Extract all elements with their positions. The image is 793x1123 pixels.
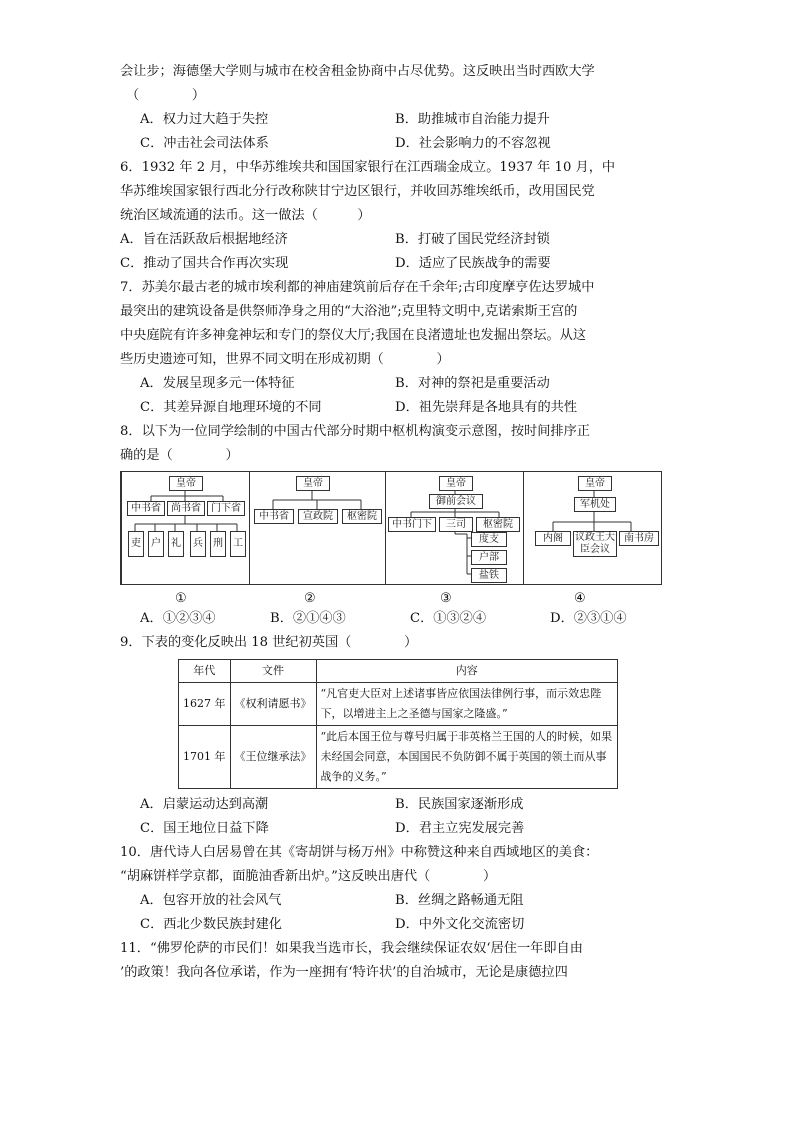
question-9	[120, 631, 670, 841]
ministry-box: 户	[148, 531, 164, 557]
document-cell: 《王位继承法》	[230, 726, 316, 789]
office-box: 议政王大臣会议	[575, 532, 615, 555]
question-options	[120, 607, 670, 631]
option-a: A．启蒙运动达到高潮	[140, 797, 269, 812]
sub-office-box: 度支	[471, 532, 507, 547]
emperor-box: 皇帝	[439, 476, 473, 491]
office-box: 尚书省	[167, 501, 205, 516]
emperor-box: 皇帝	[169, 476, 203, 491]
question-text: ’的政策！我向各位承诺，作为一座拥有‘特许状’的自治城市，无论是康德拉四	[120, 965, 568, 980]
panel-label: ②	[304, 591, 316, 606]
question-6	[120, 156, 670, 276]
question-text: 11．“佛罗伦萨的市民们！如果我当选市长，我会继续保证农奴‘居住一年即自由	[120, 941, 583, 956]
option-b: B．打破了国民党经济封锁	[395, 232, 550, 247]
ministry-box: 吏	[128, 531, 144, 557]
document-cell: 《权利请愿书》	[230, 683, 316, 726]
question-options	[120, 228, 670, 276]
content-cell: “此后本国王位与尊号归属于非英格兰王国的人的时候，如果未经国会同意，本国国民不负防御不属于英国的领土而从事战争的义务。”	[316, 726, 618, 789]
intro-answer-paren: （ ）	[126, 88, 206, 103]
option-b: B．对神的祭祀是重要活动	[395, 376, 550, 391]
council-box: 御前会议	[429, 494, 483, 509]
office-box: 军机处	[574, 497, 616, 512]
ministry-box: 兵	[190, 531, 206, 557]
question-11	[120, 937, 670, 985]
question-options	[120, 372, 670, 420]
table-row	[179, 683, 618, 726]
option-c: C．其差异源自地理环境的不同	[140, 400, 322, 415]
diagram-labels	[120, 585, 660, 607]
option-d: D．社会影响力的不容忽视	[395, 136, 551, 151]
table-row	[179, 726, 618, 789]
table-header-row	[179, 660, 618, 683]
office-box: 枢密院	[342, 509, 382, 524]
option-c: C．国王地位日益下降	[140, 821, 269, 836]
option-d: D．中外文化交流密切	[395, 917, 525, 932]
option-d: D．②③①④	[550, 611, 627, 626]
intro-options	[120, 108, 670, 156]
question-text: 7．苏美尔最古老的城市埃利都的神庙建筑前后存在千余年;古印度摩亨佐达罗城中	[120, 280, 595, 295]
panel-label: ①	[175, 591, 187, 606]
office-box: 门下省	[207, 501, 245, 516]
question-text: 华苏维埃国家银行西北分行改称陕甘宁边区银行，并收回苏维埃纸币，改用国民党	[120, 184, 595, 199]
option-a: A．发展呈现多元一体特征	[140, 376, 295, 391]
option-d: D．适应了民族战争的需要	[395, 256, 551, 271]
sub-office-box: 户部	[471, 550, 507, 565]
question-text: 些历史遗迹可知，世界不同文明在形成初期（ ）	[120, 352, 450, 367]
content-cell: “凡官吏大臣对上述诸事皆应依国法律例行事，而示效忠陛下，以增进主上之圣德与国家之隆盛。”	[316, 683, 618, 726]
sub-office-box: 盐铁	[471, 568, 507, 583]
column-header: 年代	[179, 660, 231, 683]
panel-label: ③	[440, 591, 452, 606]
option-a: A．①②③④	[140, 611, 216, 626]
office-box: 中书省	[127, 501, 165, 516]
documents-table	[178, 659, 618, 789]
column-header: 文件	[230, 660, 316, 683]
office-box: 内阁	[535, 531, 571, 546]
question-options	[120, 889, 670, 937]
option-c: C．推动了国共合作再次实现	[120, 256, 289, 271]
option-c: C．冲击社会司法体系	[140, 136, 269, 151]
emperor-box: 皇帝	[578, 476, 612, 491]
exam-page	[120, 60, 670, 985]
question-8	[120, 420, 670, 631]
question-options	[120, 793, 670, 841]
org-chart-diagram	[120, 471, 662, 585]
ministry-box: 刑	[210, 531, 226, 557]
question-text: 确的是（ ）	[120, 448, 239, 463]
office-box: 中书省	[254, 509, 294, 524]
option-b: B．民族国家逐渐形成	[395, 797, 524, 812]
option-a: A．权力过大趋于失控	[140, 112, 269, 127]
ministry-box: 工	[230, 531, 246, 557]
column-header: 内容	[316, 660, 618, 683]
option-b: B．丝绸之路畅通无阻	[395, 893, 524, 908]
question-text: 统治区域流通的法币。这一做法（ ）	[120, 208, 371, 223]
question-text: 10．唐代诗人白居易曾在其《寄胡饼与杨万州》中称赞这种来自西域地区的美食：	[120, 845, 599, 860]
option-c: C．西北少数民族封建化	[140, 917, 282, 932]
emperor-box: 皇帝	[296, 476, 330, 491]
office-box: 三司	[439, 517, 473, 532]
question-7	[120, 276, 670, 420]
option-d: D．君主立宪发展完善	[395, 821, 525, 836]
option-b: B．②①④③	[270, 611, 346, 626]
ministry-box: 礼	[168, 531, 184, 557]
option-b: B．助推城市自治能力提升	[395, 112, 550, 127]
question-text: 8．以下为一位同学绘制的中国古代部分时期中枢机构演变示意图，按时间排序正	[120, 424, 590, 439]
office-box: 中书门下	[388, 517, 436, 532]
intro-line: 会让步；海德堡大学则与城市在校舍租金协商中占尽优势。这反映出当时西欧大学	[120, 64, 595, 79]
option-d: D．祖先崇拜是各地具有的共性	[395, 400, 578, 415]
question-text: 中央庭院有许多神龛神坛和专门的祭仪大厅;我国在良渚遗址也发掘出祭坛。从这	[120, 328, 587, 343]
year-cell: 1627 年	[179, 683, 231, 726]
question-text: “胡麻饼样学京都，面脆油香新出炉。”这反映出唐代（ ）	[120, 869, 497, 884]
option-a: A．旨在活跃敌后根据地经济	[120, 232, 288, 247]
option-c: C．①③②④	[410, 611, 487, 626]
option-a: A．包容开放的社会风气	[140, 893, 282, 908]
year-cell: 1701 年	[179, 726, 231, 789]
office-box: 枢密院	[476, 517, 520, 532]
question-text: 最突出的建筑设备是供祭师净身之用的“大浴池”;克里特文明中,克诺索斯王宫的	[120, 304, 578, 319]
question-10	[120, 841, 670, 937]
question-text: 9．下表的变化反映出 18 世纪初英国（ ）	[120, 635, 418, 650]
panel-label: ④	[574, 591, 586, 606]
office-box: 宣政院	[298, 509, 338, 524]
question-text: 6．1932 年 2 月，中华苏维埃共和国国家银行在江西瑞金成立。1937 年 10 月，中	[120, 160, 616, 175]
office-box: 南书房	[619, 531, 659, 546]
